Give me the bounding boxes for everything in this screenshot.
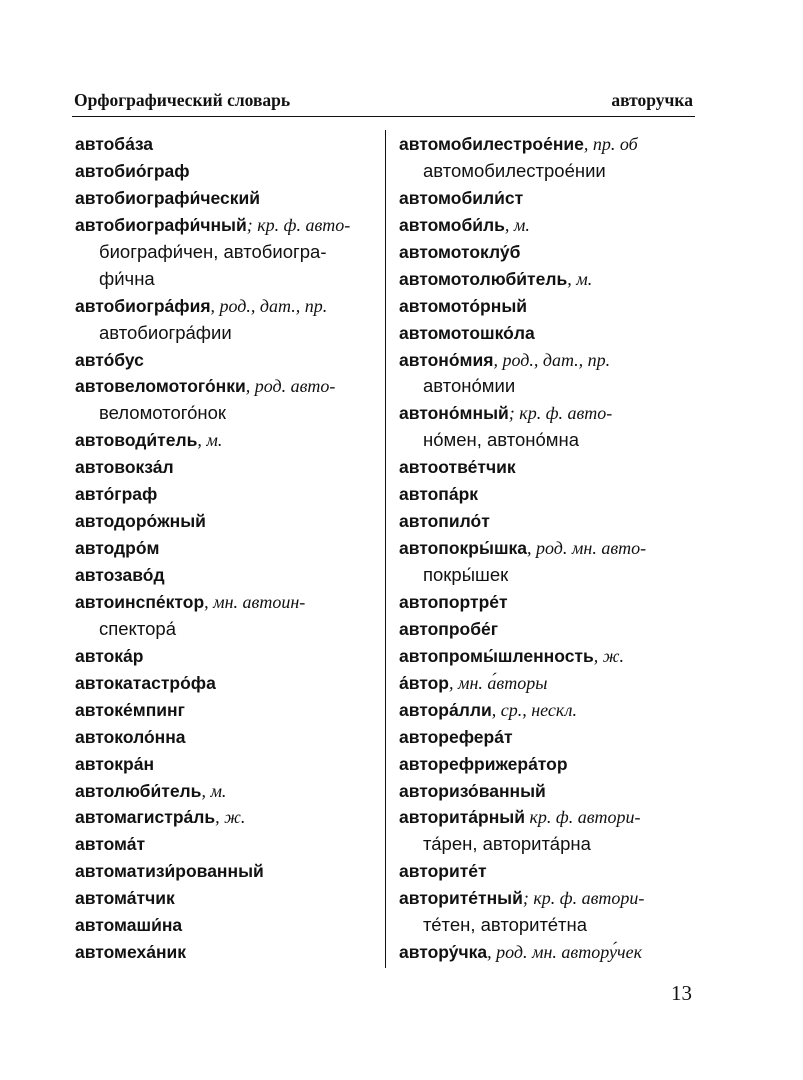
dictionary-entry xyxy=(75,347,370,374)
dictionary-entry xyxy=(399,293,695,320)
dictionary-entry xyxy=(399,751,695,778)
entry-continuation xyxy=(399,427,695,454)
headword: автопортре́т xyxy=(399,591,508,612)
dictionary-entry xyxy=(399,939,695,966)
dictionary-entry xyxy=(75,778,370,805)
headword: автобио́граф xyxy=(75,160,190,181)
headword: автомобили́ст xyxy=(399,187,524,208)
headword: автобиографи́чный xyxy=(75,214,247,235)
headword: автомоби́ль xyxy=(399,214,505,235)
headword: автоматизи́рованный xyxy=(75,861,264,882)
headword: автора́лли xyxy=(399,699,492,720)
entry-continuation xyxy=(399,373,695,400)
grammar-note: , м. xyxy=(567,268,593,289)
continuation-text: автомобилестрое́нии xyxy=(423,159,606,181)
dictionary-entry xyxy=(75,858,370,885)
dictionary-entry xyxy=(75,454,370,481)
dictionary-entry xyxy=(399,858,695,885)
continuation-text: покры́шек xyxy=(423,564,509,585)
dictionary-title: Орфографический словарь xyxy=(74,90,291,110)
grammar-note: , м. xyxy=(201,780,227,801)
headword: авто́граф xyxy=(75,484,158,505)
dictionary-entry xyxy=(75,293,370,320)
dictionary-entry xyxy=(75,185,370,212)
dictionary-entry xyxy=(75,373,370,400)
continuation-text: но́мен, автоно́мна xyxy=(423,429,580,451)
headword: автоколо́нна xyxy=(75,726,186,747)
dictionary-entry xyxy=(75,427,370,454)
headword: автоке́мпинг xyxy=(75,699,185,720)
dictionary-entry xyxy=(75,697,370,724)
dictionary-entry xyxy=(75,912,370,939)
entry-continuation xyxy=(399,158,695,185)
headword: автомотоклу́б xyxy=(399,241,521,262)
headword: автопило́т xyxy=(399,511,490,532)
entry-continuation xyxy=(75,266,370,293)
dictionary-entry xyxy=(399,212,695,239)
headword: автомагистра́ль xyxy=(75,807,216,828)
entry-continuation xyxy=(75,400,370,427)
entry-continuation xyxy=(75,239,370,266)
grammar-note: , м. xyxy=(197,430,223,451)
headword: автопробе́г xyxy=(399,618,499,639)
headword: авторите́тный xyxy=(399,888,523,909)
dictionary-entry xyxy=(75,508,370,535)
dictionary-entry xyxy=(399,885,695,912)
grammar-note: , ж. xyxy=(215,807,246,828)
dictionary-entry xyxy=(399,320,695,347)
headword: автору́чка xyxy=(399,942,488,963)
headword: автоно́мия xyxy=(399,349,494,370)
headword: авторефрижера́тор xyxy=(399,753,568,774)
grammar-note: , м. xyxy=(504,214,530,235)
dictionary-entry xyxy=(75,643,370,670)
headword: автома́тчик xyxy=(75,888,175,909)
headword: автовеломотого́нки xyxy=(75,376,246,397)
dictionary-entry xyxy=(399,508,695,535)
headword: автоинспе́ктор xyxy=(75,591,205,612)
dictionary-entry xyxy=(399,400,695,427)
grammar-note: ; кр. ф. авто- xyxy=(246,214,351,235)
continuation-text: те́тен, авторите́тна xyxy=(423,914,588,936)
dictionary-entry xyxy=(75,939,370,966)
dictionary-entry xyxy=(399,266,695,293)
grammar-note: , мн. а́вторы xyxy=(448,672,548,693)
dictionary-entry xyxy=(399,481,695,508)
grammar-note: , род. авто- xyxy=(245,376,336,397)
dictionary-entry xyxy=(399,454,695,481)
entry-continuation xyxy=(399,912,695,939)
entry-continuation xyxy=(75,320,370,347)
headword: автока́р xyxy=(75,645,144,666)
dictionary-entry xyxy=(399,778,695,805)
headword: автолюби́тель xyxy=(75,780,202,801)
headword: авторизо́ванный xyxy=(399,780,546,801)
dictionary-entry xyxy=(75,724,370,751)
headword: автопа́рк xyxy=(399,484,479,505)
dictionary-entry xyxy=(399,239,695,266)
headword: автобиографи́ческий xyxy=(75,187,260,208)
headword: автореферáт xyxy=(399,726,513,747)
dictionary-entry xyxy=(399,131,695,158)
headword: автомотошко́ла xyxy=(399,322,535,343)
dictionary-entry xyxy=(399,535,695,562)
dictionary-entry xyxy=(399,643,695,670)
headword: автоотве́тчик xyxy=(399,457,516,478)
entry-continuation xyxy=(75,616,370,643)
grammar-note: , род. мн. авто- xyxy=(527,538,647,559)
dictionary-entry xyxy=(75,589,370,616)
dictionary-entry xyxy=(399,670,695,697)
dictionary-entry xyxy=(399,804,695,831)
dictionary-entry xyxy=(75,212,370,239)
right-column xyxy=(399,131,695,966)
grammar-note: , мн. автоин- xyxy=(204,591,306,612)
dictionary-entry xyxy=(75,885,370,912)
dictionary-entry xyxy=(75,131,370,158)
continuation-text: автоно́мии xyxy=(423,375,516,397)
grammar-note: ; кр. ф. автори- xyxy=(522,888,645,909)
headword: автодро́м xyxy=(75,538,160,559)
dictionary-entry xyxy=(399,697,695,724)
grammar-note: , пр. об xyxy=(583,134,638,154)
headword: автомаши́на xyxy=(75,915,183,936)
continuation-text: фи́чна xyxy=(99,267,155,289)
grammar-note: , род., дат., пр. xyxy=(493,349,611,370)
headword: авторита́рный xyxy=(399,807,526,828)
headword: авто́бус xyxy=(75,349,144,370)
grammar-note: , род., дат., пр. xyxy=(210,295,328,316)
left-column xyxy=(75,131,370,966)
headword: автомото́рный xyxy=(399,295,528,316)
grammar-note: , ж. xyxy=(593,645,625,666)
continuation-text: автобиогра́фии xyxy=(99,321,232,343)
headword: авторите́т xyxy=(399,861,487,882)
page-number: 13 xyxy=(671,981,692,1005)
dictionary-entry xyxy=(75,481,370,508)
grammar-note: , род. мн. автору́чек xyxy=(487,942,642,963)
dictionary-entry xyxy=(399,616,695,643)
headword: автокатастро́фа xyxy=(75,672,216,693)
dictionary-entry xyxy=(399,347,695,374)
running-head-word: авторучка xyxy=(611,90,693,110)
headword: автопромы́шленность xyxy=(399,645,594,666)
dictionary-entry xyxy=(75,535,370,562)
running-header xyxy=(72,84,695,117)
headword: автобиогра́фия xyxy=(75,295,211,316)
headword: автоно́мный xyxy=(399,403,509,424)
headword: автовокза́л xyxy=(75,457,174,478)
headword: автозаво́д xyxy=(75,565,165,585)
dictionary-entry xyxy=(399,589,695,616)
headword: автомобилестрое́ние xyxy=(399,134,584,154)
entry-continuation xyxy=(399,562,695,589)
headword: автоба́за xyxy=(75,134,154,154)
dictionary-entry xyxy=(399,185,695,212)
dictionary-entry xyxy=(75,562,370,589)
dictionary-entry xyxy=(75,831,370,858)
dictionary-entry xyxy=(75,158,370,185)
grammar-note: ; кр. ф. авто- xyxy=(508,403,613,424)
headword: а́втор xyxy=(399,672,449,693)
headword: автопокры́шка xyxy=(399,538,528,559)
entry-continuation xyxy=(399,831,695,858)
column-divider xyxy=(385,130,386,968)
headword: автома́т xyxy=(75,834,146,855)
dictionary-entry xyxy=(399,724,695,751)
headword: автодоро́жный xyxy=(75,511,206,532)
dictionary-entry xyxy=(75,804,370,831)
continuation-text: веломотого́нок xyxy=(99,402,226,424)
continuation-text: спектора́ xyxy=(99,617,176,639)
dictionary-entry xyxy=(75,751,370,778)
continuation-text: та́рен, авторита́рна xyxy=(423,833,591,855)
grammar-note: , ср., нескл. xyxy=(491,699,578,720)
grammar-note: кр. ф. автори- xyxy=(525,807,641,828)
headword: автомеха́ник xyxy=(75,942,187,963)
dictionary-entry xyxy=(75,670,370,697)
continuation-text: биографи́чен, автобиогра- xyxy=(99,240,327,262)
headword: автоводи́тель xyxy=(75,430,198,451)
headword: автокра́н xyxy=(75,753,155,774)
headword: автомотолюби́тель xyxy=(399,268,568,289)
